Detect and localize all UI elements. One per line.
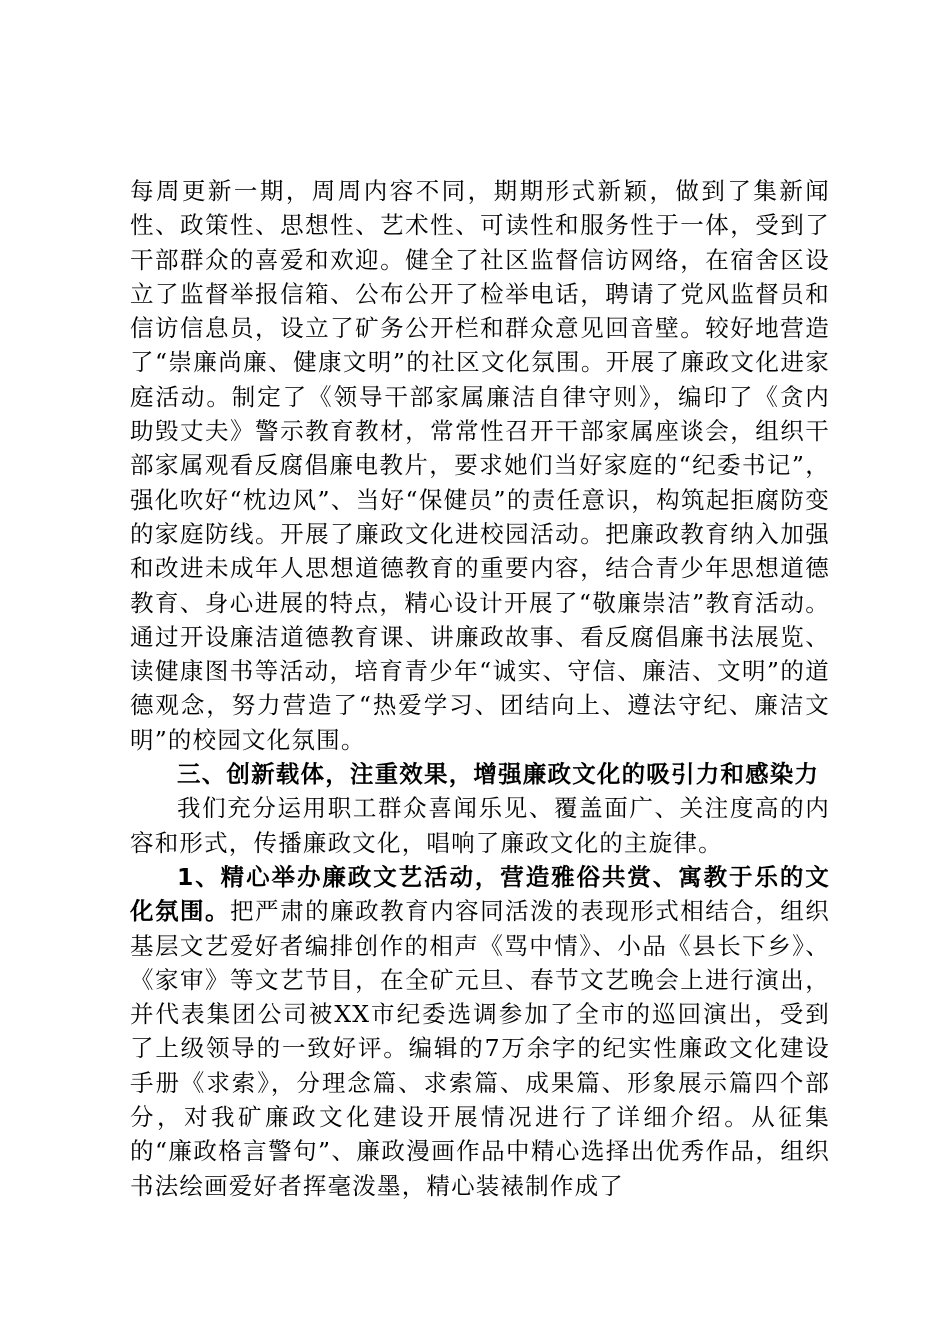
item-1-lead: 1、精心举办廉政文艺活动，营造雅俗共赏、寓教于乐的文化氛围。 — [130, 862, 830, 926]
item-1-body: 把严肃的廉政教育内容同活泼的表现形式相结合，组织基层文艺爱好者编排创作的相声《骂中情》、小品《县长下乡》、《家审》等文艺节目，在全矿元旦、春节文艺晚会上进行演出，并代表集团公司被XX市纪委选调参加了全市的巡回演出，受到了上级领导的一致好评。编辑的7万余字的纪实性廉政文化建设手册《求索》，分理念篇、求索篇、成果篇、形象展示篇四个部分，对我矿廉政文化建设开展情况进行了详细介绍。从征集的“廉政格言警句”、廉政漫画作品中精心选择出优秀作品，组织书法绘画爱好者挥毫泼墨，精心装裱制作成了 — [130, 897, 830, 1200]
paragraph-continued: 每周更新一期，周周内容不同，期期形式新颖，做到了集新闻性、政策性、思想性、艺术性、可读性和服务性于一体，受到了干部群众的喜爱和欢迎。健全了社区监督信访网络，在宿舍区设立了监督举报信箱、公布公开了检举电话，聘请了党风监督员和信访信息员，设立了矿务公开栏和群众意见回音壁。较好地营造了“崇廉尚廉、健康文明”的社区文化氛围。开展了廉政文化进家庭活动。制定了《领导干部家属廉洁自律守则》，编印了《贪内助毁丈夫》警示教育教材，常常性召开干部家属座谈会，组织干部家属观看反腐倡廉电教片，要求她们当好家庭的“纪委书记”，强化吹好“枕边风”、当好“保健员”的责任意识，构筑起拒腐防变的家庭防线。开展了廉政文化进校园活动。把廉政教育纳入加强和改进未成年人思想道德教育的重要内容，结合青少年思想道德教育、身心进展的特点，精心设计开展了“敬廉崇洁”教育活动。通过开设廉洁道德教育课、讲廉政故事、看反腐倡廉书法展览、读健康图书等活动，培育青少年“诚实、守信、廉洁、文明”的道德观念，努力营造了“热爱学习、团结向上、遵法守纪、廉洁文明”的校园文化氛围。 — [130, 177, 830, 754]
paragraph-item-1 — [130, 860, 830, 1203]
body-text — [130, 174, 830, 1203]
section-heading: 三、创新载体，注重效果，增强廉政文化的吸引力和感染力 — [177, 760, 820, 789]
paragraph-intro: 我们充分运用职工群众喜闻乐见、覆盖面广、关注度高的内容和形式，传播廉政文化，唱响了廉政文化的主旋律。 — [130, 794, 830, 857]
